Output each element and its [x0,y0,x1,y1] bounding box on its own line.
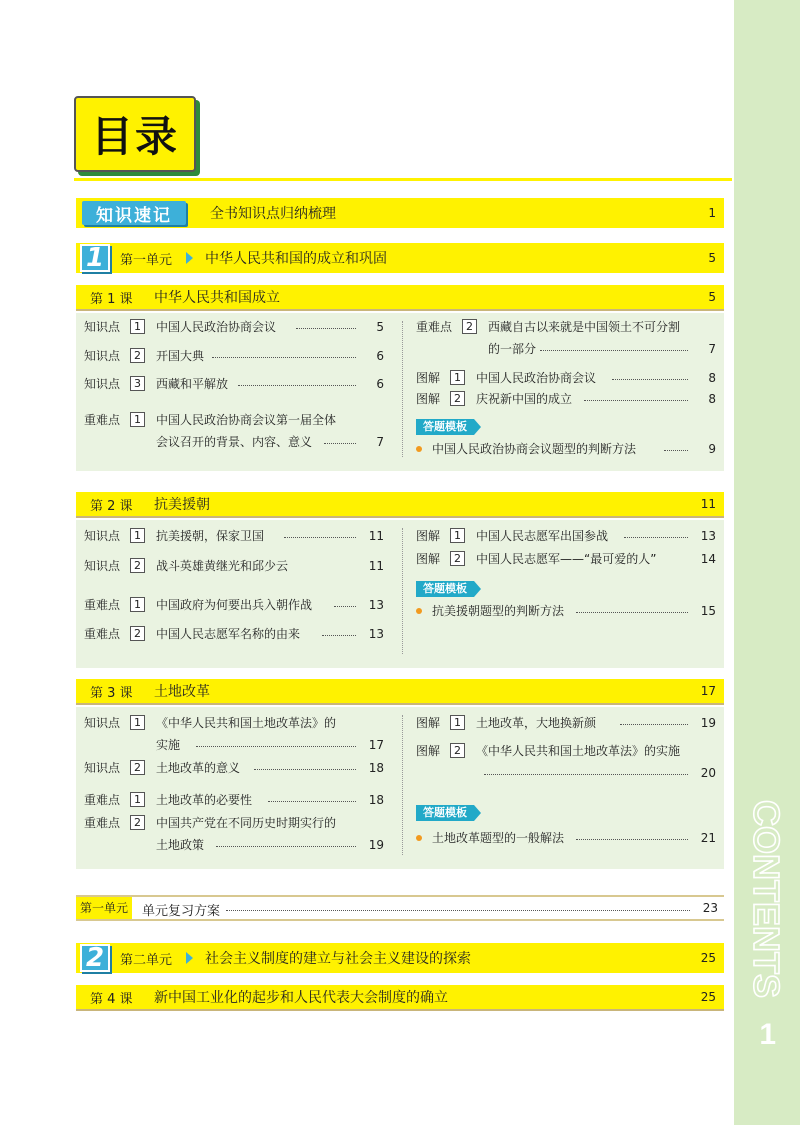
entry-kind: 重难点 [84,598,121,612]
entry-text: 中国人民政治协商会议第一届全体 [156,413,337,427]
svg-text:CONTENTS: CONTENTS [746,800,787,998]
dot-leader [540,341,688,351]
unit-1-name: 第一单元 [120,252,173,268]
dot-leader [620,715,688,725]
entry-page: 11 [368,559,384,573]
summary-tag: 知识速记 [82,201,186,225]
dot-leader [226,901,690,911]
entry-kind: 知识点 [84,559,121,573]
lesson-3-row[interactable] [76,679,724,705]
dot-leader [484,765,688,775]
contents-vertical-label [740,800,794,1000]
lesson-2-number: 第 2 课 [90,498,133,514]
entry-text: 中国共产党在不同历史时期实行的 [156,816,337,830]
dot-leader [238,376,356,386]
dot-leader [612,370,688,380]
summary-row[interactable] [76,198,724,228]
entry-kind: 知识点 [84,716,121,730]
entry-number: 2 [130,760,145,775]
entry-kind: 图解 [416,371,441,385]
entry-text: 西藏自古以来就是中国领土不可分割 [488,320,681,334]
entry-text: 抗美援朝，保家卫国 [156,529,265,543]
entry-kind: 图解 [416,716,441,730]
entry-page: 6 [376,349,384,363]
entry-page: 9 [708,442,716,456]
dot-leader [576,603,688,613]
entry-kind: 图解 [416,392,441,406]
unit-2-number: 2 [80,944,110,972]
entry-number: 2 [130,348,145,363]
toc-entry[interactable] [416,743,716,783]
entry-text: 战斗英雄黄继光和邱少云 [156,559,289,573]
lesson-4-row[interactable] [76,985,724,1011]
entry-number: 1 [450,370,465,385]
entry-text: 中国人民志愿军名称的由来 [156,627,301,641]
entry-number: 1 [450,715,465,730]
lesson-1-row[interactable] [76,285,724,311]
entry-kind: 重难点 [84,627,121,641]
dot-leader [576,830,688,840]
unit-1-page: 5 [708,251,716,265]
dot-leader [324,434,356,444]
entry-number: 1 [130,528,145,543]
entry-text: 《中华人民共和国土地改革法》的 [156,716,337,730]
dot-leader [254,760,356,770]
page-number: 1 [759,1018,776,1051]
summary-label: 全书知识点归纳梳理 [210,206,336,222]
lesson-3-number: 第 3 课 [90,685,133,701]
lesson-3-title: 土地改革 [154,684,210,700]
column-divider [402,321,403,457]
lesson-3-page: 17 [700,684,716,698]
lesson-2-panel [76,520,724,668]
answer-template-tag: 答题模板 [416,419,474,435]
entry-text: 土地改革的意义 [156,761,241,775]
unit-2-title: 社会主义制度的建立与社会主义建设的探索 [205,951,471,967]
dot-leader [322,626,356,636]
review-label: 单元复习方案 [142,904,221,919]
entry-page: 17 [368,738,384,752]
entry-kind: 重难点 [416,320,453,334]
entry-number: 1 [130,792,145,807]
review-unit-tag: 第一单元 [76,897,132,919]
answer-template-tag: 答题模板 [416,805,474,821]
entry-kind: 重难点 [84,413,121,427]
lesson-2-page: 11 [700,497,716,511]
entry-text: 土地改革，大地换新颜 [476,716,597,730]
dot-leader [268,792,356,802]
lesson-1-number: 第 1 课 [90,291,133,307]
entry-number: 2 [130,626,145,641]
entry-page: 13 [368,627,384,641]
entry-text: 中国人民政治协商会议题型的判断方法 [432,442,637,456]
entry-page: 18 [368,793,384,807]
dot-leader [216,837,356,847]
toc-entry[interactable] [84,815,384,855]
entry-page: 8 [708,392,716,406]
entry-kind: 重难点 [84,793,121,807]
entry-text: 中国人民政治协商会议 [476,371,597,385]
bullet-icon [416,608,422,614]
dot-leader [284,528,356,538]
entry-kind: 知识点 [84,349,121,363]
entry-number: 2 [130,815,145,830]
entry-text-line2: 土地政策 [156,838,205,852]
bullet-icon [416,835,422,841]
unit-1-number: 1 [80,244,110,272]
entry-page: 19 [368,838,384,852]
page-title-box [74,96,196,172]
dot-leader [334,597,356,607]
entry-page: 11 [368,529,384,543]
entry-number: 2 [450,391,465,406]
entry-page: 8 [708,371,716,385]
entry-text: 中国人民政治协商会议 [156,320,277,334]
dot-leader [196,737,356,747]
entry-page: 13 [368,598,384,612]
lesson-2-title: 抗美援朝 [154,497,210,513]
unit-2-page: 25 [700,951,716,965]
unit-2-arrow-icon [186,952,193,964]
entry-kind: 知识点 [84,761,121,775]
lesson-4-title: 新中国工业化的起步和人民代表大会制度的确立 [154,990,448,1006]
entry-text-line2: 会议召开的背景、内容、意义 [156,435,313,449]
review-page: 23 [702,901,718,915]
toc-entry[interactable] [84,715,384,755]
entry-text: 《中华人民共和国土地改革法》的实施 [476,744,681,758]
entry-kind: 重难点 [84,816,121,830]
lesson-1-panel [76,313,724,471]
lesson-4-number: 第 4 课 [90,991,133,1007]
entry-page: 7 [376,435,384,449]
entry-number: 1 [130,319,145,334]
page-title: 目录 [90,112,179,161]
entry-number: 1 [130,597,145,612]
bullet-icon [416,446,422,452]
entry-kind: 图解 [416,744,441,758]
entry-text: 土地改革题型的一般解法 [432,831,565,845]
dot-leader [296,319,356,329]
entry-number: 1 [130,715,145,730]
entry-page: 5 [376,320,384,334]
entry-page: 6 [376,377,384,391]
unit-1-title: 中华人民共和国的成立和巩固 [205,251,387,267]
dot-leader [624,528,688,538]
entry-number: 1 [450,528,465,543]
entry-page: 20 [700,766,716,780]
toc-entry[interactable] [416,319,716,359]
entry-number: 1 [130,412,145,427]
dot-leader [584,391,688,401]
entry-kind: 图解 [416,552,441,566]
lesson-2-row[interactable] [76,492,724,518]
entry-text: 中国人民志愿军——“最可爱的人” [476,552,657,566]
entry-page: 15 [700,604,716,618]
unit-review-row[interactable] [76,895,724,921]
unit-2-name: 第二单元 [120,952,173,968]
lesson-1-page: 5 [708,290,716,304]
title-rule [74,178,732,181]
entry-text-line2: 的一部分 [488,342,537,356]
entry-page: 18 [368,761,384,775]
entry-number: 3 [130,376,145,391]
entry-text: 开国大典 [156,349,205,363]
entry-kind: 图解 [416,529,441,543]
answer-template-tag: 答题模板 [416,581,474,597]
entry-number: 2 [462,319,477,334]
entry-page: 21 [700,831,716,845]
entry-text: 抗美援朝题型的判断方法 [432,604,565,618]
entry-number: 2 [130,558,145,573]
unit-1-arrow-icon [186,252,193,264]
entry-kind: 知识点 [84,529,121,543]
summary-page: 1 [708,206,716,220]
column-divider [402,528,403,654]
entry-page: 19 [700,716,716,730]
dot-leader [664,441,688,451]
entry-text: 土地改革的必要性 [156,793,253,807]
dot-leader [212,348,356,358]
lesson-3-panel [76,707,724,869]
entry-number: 2 [450,551,465,566]
toc-entry[interactable] [84,412,384,452]
entry-kind: 知识点 [84,320,121,334]
column-divider [402,715,403,855]
entry-text-line2: 实施 [156,738,181,752]
entry-text: 庆祝新中国的成立 [476,392,573,406]
entry-text: 中国人民志愿军出国参战 [476,529,609,543]
entry-page: 13 [700,529,716,543]
lesson-4-page: 25 [700,990,716,1004]
entry-text: 西藏和平解放 [156,377,229,391]
entry-page: 14 [700,552,716,566]
unit-1-row[interactable] [76,243,724,273]
entry-number: 2 [450,743,465,758]
entry-page: 7 [708,342,716,356]
entry-text: 中国政府为何要出兵入朝作战 [156,598,313,612]
unit-2-row[interactable] [76,943,724,973]
lesson-1-title: 中华人民共和国成立 [154,290,280,306]
entry-kind: 知识点 [84,377,121,391]
